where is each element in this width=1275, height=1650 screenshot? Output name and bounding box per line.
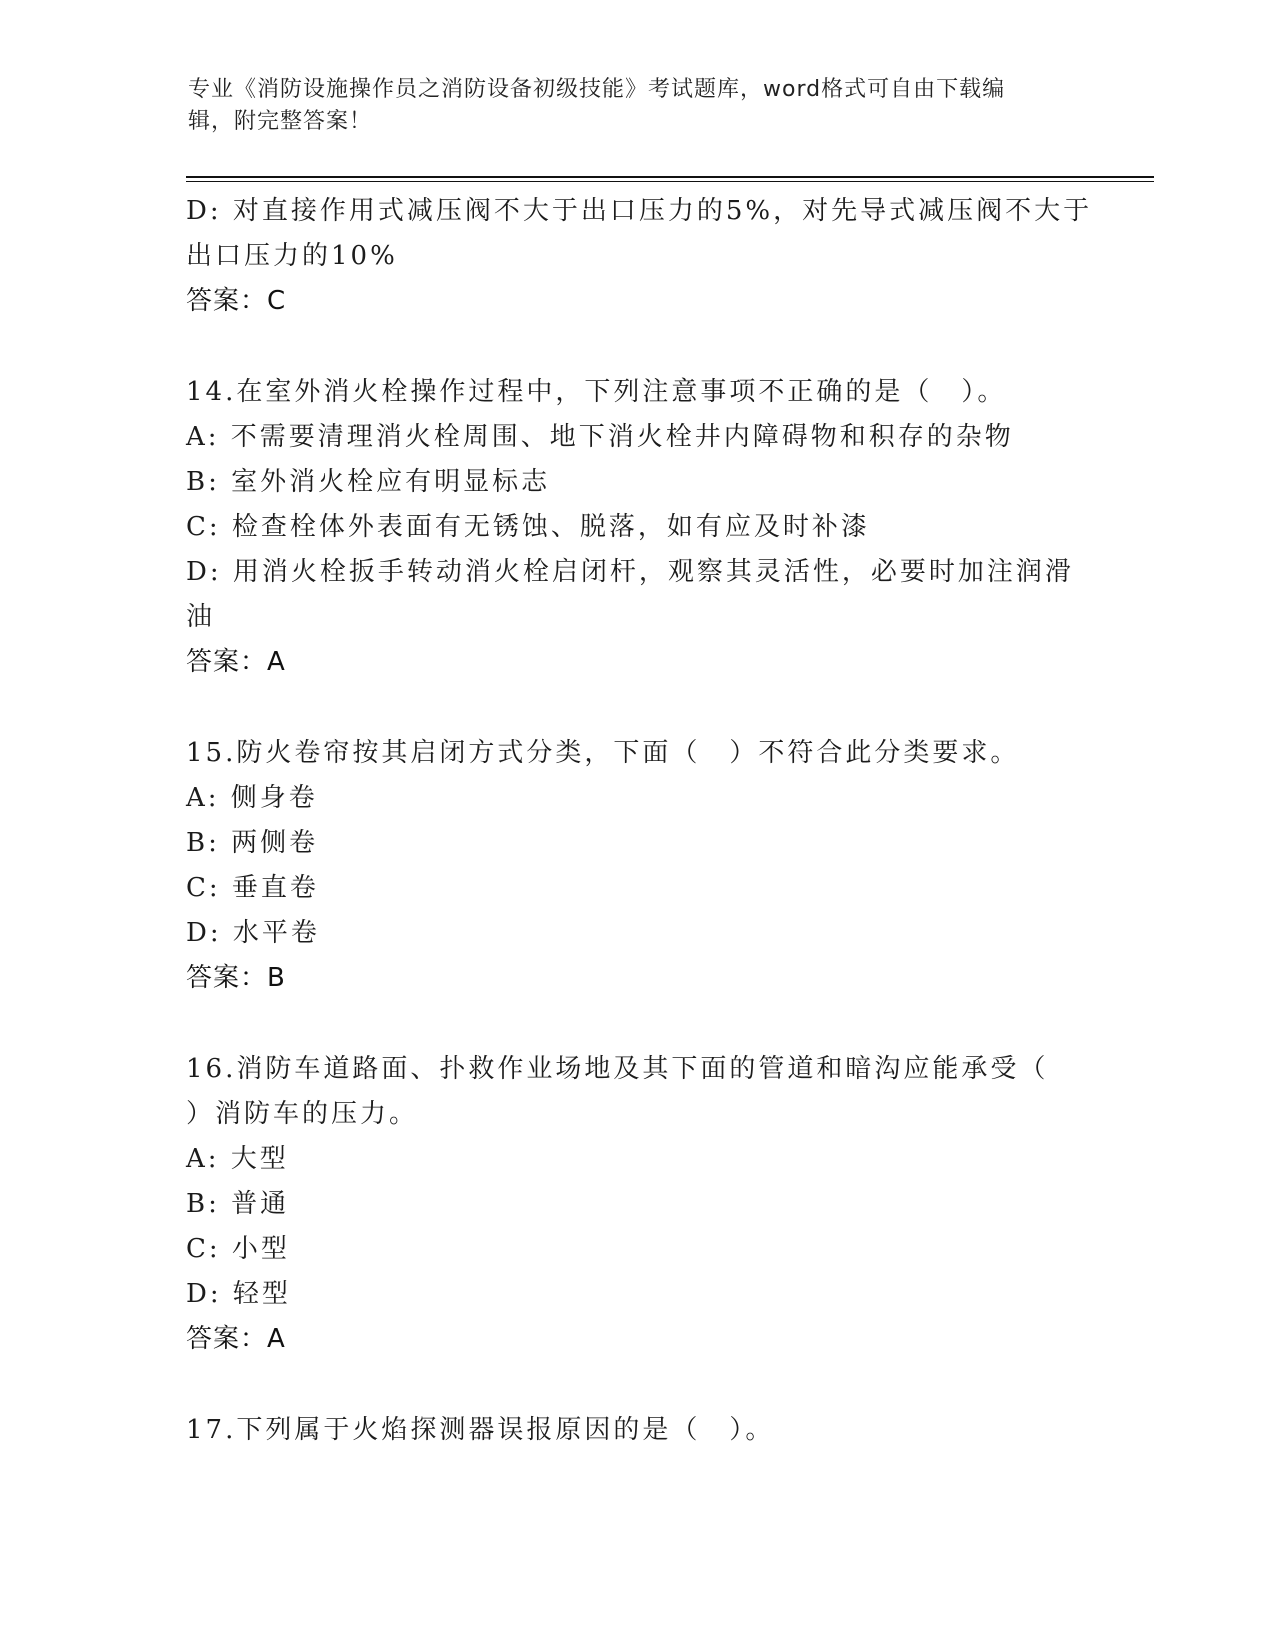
question-15-option-a: A: 侧身卷 [186, 783, 318, 813]
header-line-1: 专业《消防设施操作员之消防设备初级技能》考试题库，word格式可自由下载编 [188, 77, 1006, 102]
question-17-stem: 17.下列属于火焰探测器误报原因的是（ ）。 [186, 1415, 775, 1445]
question-16 [186, 1047, 1086, 1362]
answer-15: 答案：B [186, 963, 286, 993]
question-15-option-c: C: 垂直卷 [186, 873, 319, 903]
option-d-line-1: D: 对直接作用式减压阀不大于出口压力的5%，对先导式减压阀不大于 [186, 196, 1093, 226]
question-14-option-a: A: 不需要清理消火栓周围、地下消火栓井内障碍物和积存的杂物 [186, 422, 1014, 452]
answer-16: 答案：A [186, 1324, 286, 1354]
header-divider-thin [186, 181, 1154, 182]
question-15-option-d: D: 水平卷 [186, 918, 320, 948]
question-16-option-c: C: 小型 [186, 1234, 290, 1264]
question-14-stem: 14.在室外消火栓操作过程中，下列注意事项不正确的是（ ）。 [186, 377, 1007, 407]
question-14-option-b: B: 室外消火栓应有明显标志 [186, 467, 551, 497]
question-15 [186, 731, 1086, 1001]
question-15-option-b: B: 两侧卷 [186, 828, 319, 858]
question-16-option-a: A: 大型 [186, 1144, 289, 1174]
question-16-stem-line-1: 16.消防车道路面、扑救作业场地及其下面的管道和暗沟应能承受（ [186, 1054, 1049, 1084]
question-14-option-d-line-1: D: 用消火栓扳手转动消火栓启闭杆，观察其灵活性，必要时加注润滑 [186, 557, 1074, 587]
header-line-2: 辑，附完整答案！ [188, 109, 373, 134]
question-17 [186, 1408, 1086, 1453]
question-14 [186, 370, 1086, 685]
question-16-stem-line-2: ）消防车的压力。 [186, 1099, 419, 1129]
question-13-continued [186, 189, 1093, 324]
answer-14: 答案：A [186, 647, 286, 677]
question-16-option-d: D: 轻型 [186, 1279, 291, 1309]
question-14-option-c: C: 检查栓体外表面有无锈蚀、脱落，如有应及时补漆 [186, 512, 870, 542]
document-header [188, 74, 1068, 138]
question-14-option-d-line-2: 油 [186, 602, 216, 632]
answer-13: 答案：C [186, 286, 287, 316]
option-d-line-2: 出口压力的10% [186, 241, 398, 271]
header-divider-thick [186, 176, 1154, 178]
question-16-option-b: B: 普通 [186, 1189, 290, 1219]
question-15-stem: 15.防火卷帘按其启闭方式分类，下面（ ）不符合此分类要求。 [186, 738, 1020, 768]
question-list [186, 189, 1093, 1453]
